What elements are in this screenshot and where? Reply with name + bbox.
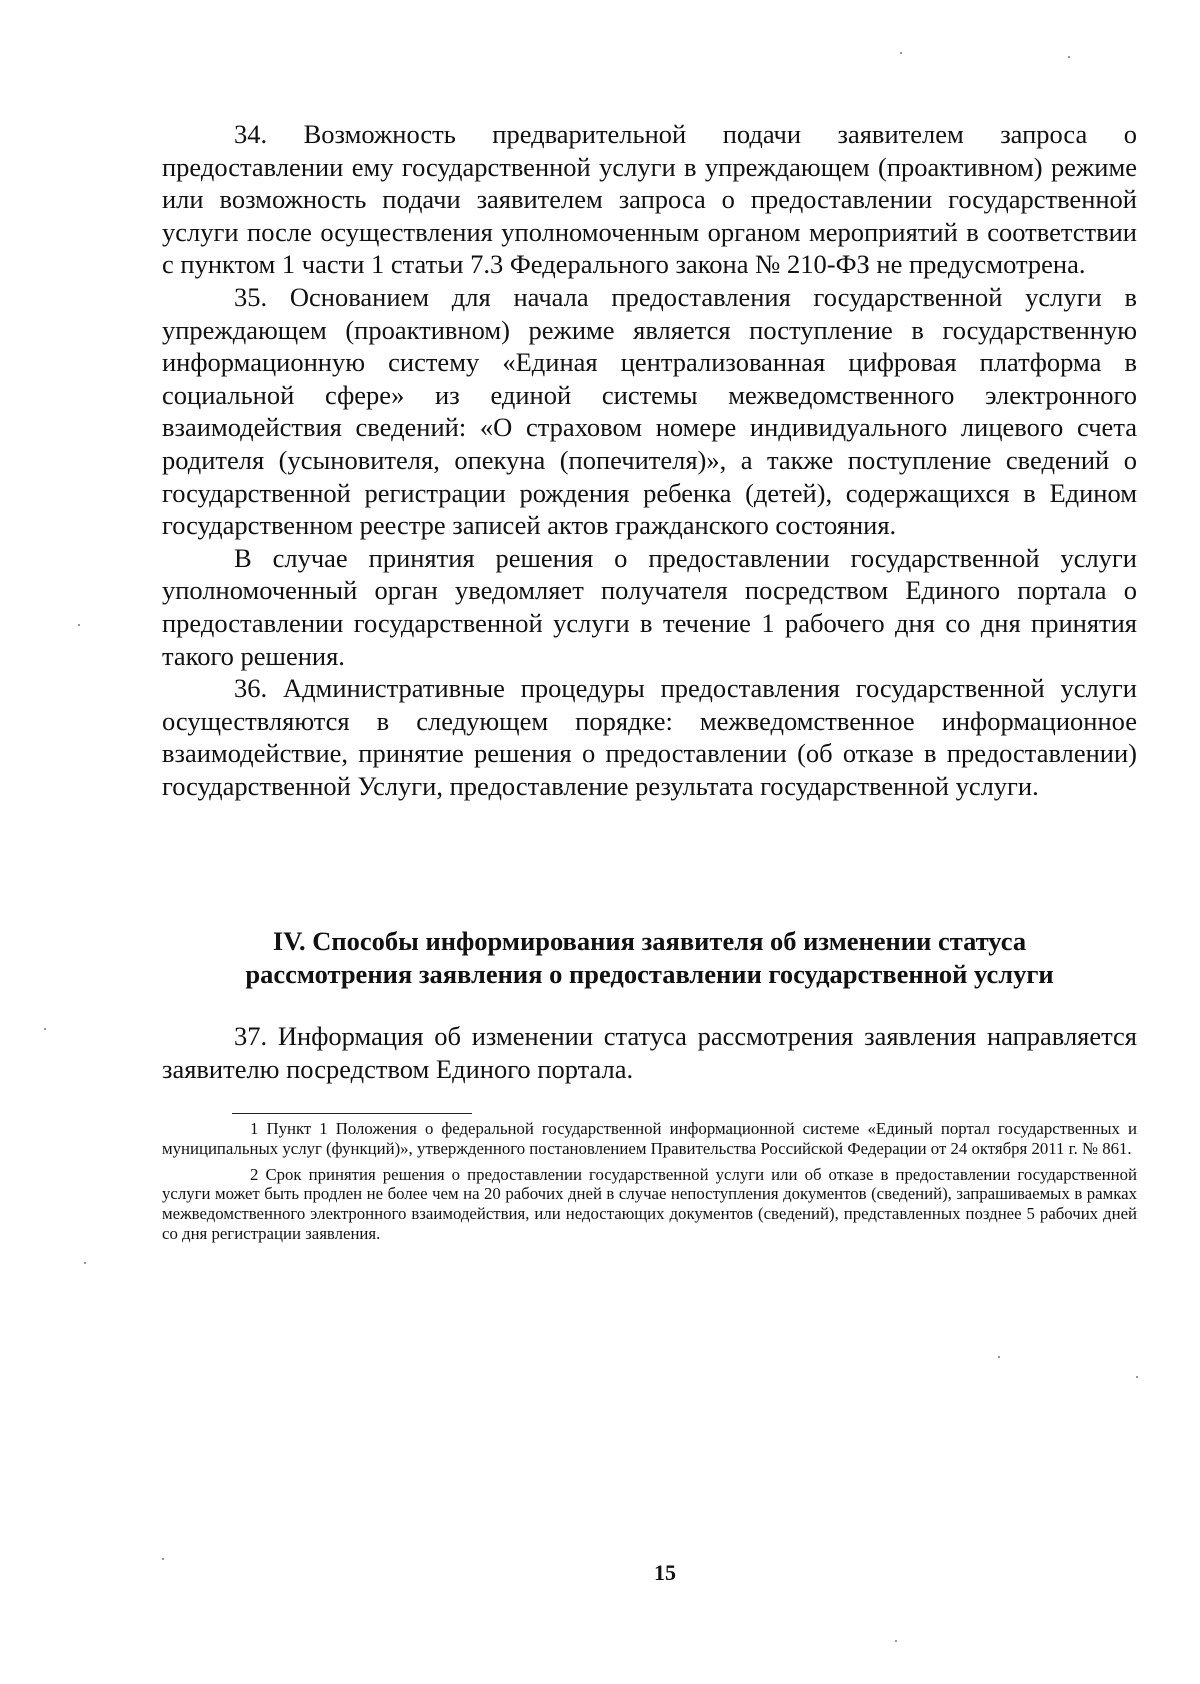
scan-speck [895, 1640, 897, 1642]
scan-speck [84, 1262, 86, 1264]
paragraph-36: 36. Административные процедуры предоставления государственной услуги осуществляются в следующем порядке: межведомственное информационное взаимодействие, принятие решения о предоставлении (об отказе в предоставлении) государственной Услуги, предоставление результата государственной услуги. [162, 673, 1137, 801]
scan-speck [900, 52, 902, 54]
page-number: 15 [654, 1560, 676, 1585]
paragraph-35: 35. Основанием для начала предоставления государственной услуги в упреждающем (проактивном) режиме является поступление в государственную информационную систему «Единая централизованная цифровая платформа в социальной сфере» из единой системы межведомственного электронного взаимодействия сведений: «О страховом номере индивидуального лицевого счета родителя (усыновителя, опекуна (попечителя)», а также поступление сведений о государственной регистрации рождения ребенка (детей), содержащихся в Едином государственном реестре записей актов гражданского состояния. [162, 281, 1137, 541]
paragraph-35-continuation: В случае принятия решения о предоставлении государственной услуги уполномоченный орган уведомляет получателя посредством Единого портала о предоставлении государственной услуги в течение 1 рабочего дня со дня принятия такого решения. [162, 542, 1137, 671]
paragraph-37-block [162, 1020, 1137, 1085]
scan-speck [44, 1028, 46, 1030]
scan-speck [998, 1356, 1000, 1358]
scan-speck [1136, 1376, 1138, 1378]
footnote-1: 1 Пункт 1 Положения о федеральной государственной информационной системе «Единый портал государственных и муниципальных услуг (функций)», утвержденного постановлением Правительства Российской Федерации от 24 октября 2011 г. № 861. [162, 1119, 1137, 1158]
section-heading-line-2: рассмотрения заявления о предоставлении государственной услуги [245, 958, 1054, 989]
paragraph-34: 34. Возможность предварительной подачи заявителем запроса о предоставлении ему государственной услуги в упреждающем (проактивном) режиме или возможность подачи заявителем запроса о предоставлении государственной услуги после осуществления уполномоченным органом мероприятий в соответствии с пунктом 1 части 1 статьи 7.3 Федерального закона № 210-ФЗ не предусмотрена. [162, 119, 1137, 280]
scan-speck [1068, 56, 1070, 58]
scan-speck [78, 624, 80, 626]
main-text [162, 118, 1137, 802]
scan-speck [162, 1558, 164, 1560]
paragraph-37: 37. Информация об изменении статуса рассмотрения заявления направляется заявителю посредством Единого портала. [162, 1021, 1137, 1084]
section-heading-line-1: IV. Способы информирования заявителя об изменении статуса [272, 926, 1027, 956]
footnotes [162, 1113, 1137, 1244]
footnote-2: 2 Срок принятия решения о предоставлении государственной услуги или об отказе в предоставлении государственной услуги может быть продлен не более чем на 20 рабочих дней в случае непоступления документов (сведений), запрашиваемых в рамках межведомственного электронного взаимодействия, или недостающих документов (сведений), представленных позднее 5 рабочих дней со дня регистрации заявления. [162, 1164, 1137, 1243]
section-heading [162, 925, 1137, 990]
